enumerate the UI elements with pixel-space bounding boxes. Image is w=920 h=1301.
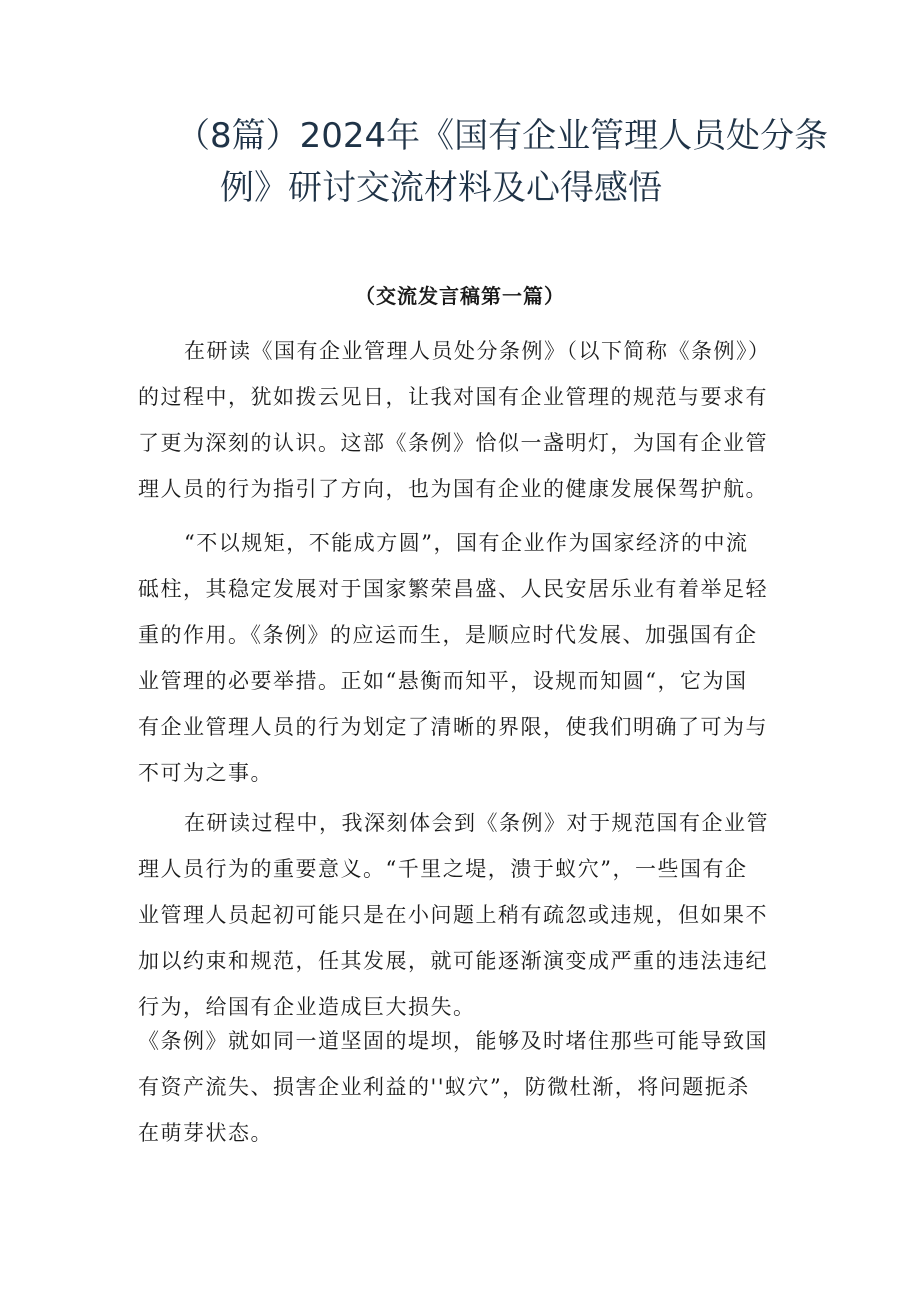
paragraph-line: 理人员的行为指引了方向，也为国有企业的健康发展保驾护航。: [138, 477, 768, 501]
paragraph-1: [138, 328, 790, 512]
paragraph-line: 《条例》就如同一道坚固的堤坝，能够及时堵住那些可能导致国: [138, 1029, 768, 1053]
paragraph-line: 重的作用。《条例》的应运而生，是顺应时代发展、加强国有企: [138, 623, 758, 647]
paragraph-line: 了更为深刻的认识。这部《条例》恰似一盏明灯，为国有企业管: [138, 431, 768, 455]
paragraph-line: 在研读《国有企业管理人员处分条例》（以下简称《条例》）: [184, 339, 771, 363]
section-heading: （交流发言稿第一篇）: [355, 284, 565, 308]
paragraph-line: 在萌芽状态。: [138, 1121, 273, 1145]
paragraph-line: 在研读过程中，我深刻体会到《条例》对于规范国有企业管: [184, 811, 769, 835]
document-title-line-1: （8篇）2024年《国有企业管理人员处分条: [176, 116, 829, 156]
paragraph-line: 不可为之事。: [138, 761, 273, 785]
document-title-line-2: 例》研讨交流材料及心得感悟: [220, 168, 662, 208]
paragraph-line: 有企业管理人员的行为划定了清晰的界限，使我们明确了可为与: [138, 715, 768, 739]
paragraph-3: [138, 800, 790, 1030]
document-title: [176, 110, 829, 214]
paragraph-line: 砥柱，其稳定发展对于国家繁荣昌盛、人民安居乐业有着举足轻: [138, 577, 768, 601]
paragraph-line: 理人员行为的重要意义。“千里之堤，溃于蚁穴”，一些国有企: [138, 857, 748, 881]
paragraph-line: 的过程中，犹如拨云见日，让我对国有企业管理的规范与要求有: [138, 385, 768, 409]
paragraph-line: 业管理人员起初可能只是在小问题上稍有疏忽或违规，但如果不: [138, 903, 768, 927]
paragraph-line: “不以规矩，不能成方圆”，国有企业作为国家经济的中流: [184, 531, 749, 555]
paragraph-line: 有资产流失、损害企业利益的''蚁穴”，防微杜渐，将问题扼杀: [138, 1075, 750, 1099]
paragraph-4: [138, 1018, 790, 1156]
paragraph-line: 业管理的必要举措。正如“悬衡而知平，设规而知圆“，它为国: [138, 669, 748, 693]
paragraph-line: 行为，给国有企业造成巨大损失。: [138, 995, 476, 1019]
paragraph-line: 加以约束和规范，任其发展，就可能逐渐演变成严重的违法违纪: [138, 949, 768, 973]
paragraph-2: [138, 520, 790, 796]
